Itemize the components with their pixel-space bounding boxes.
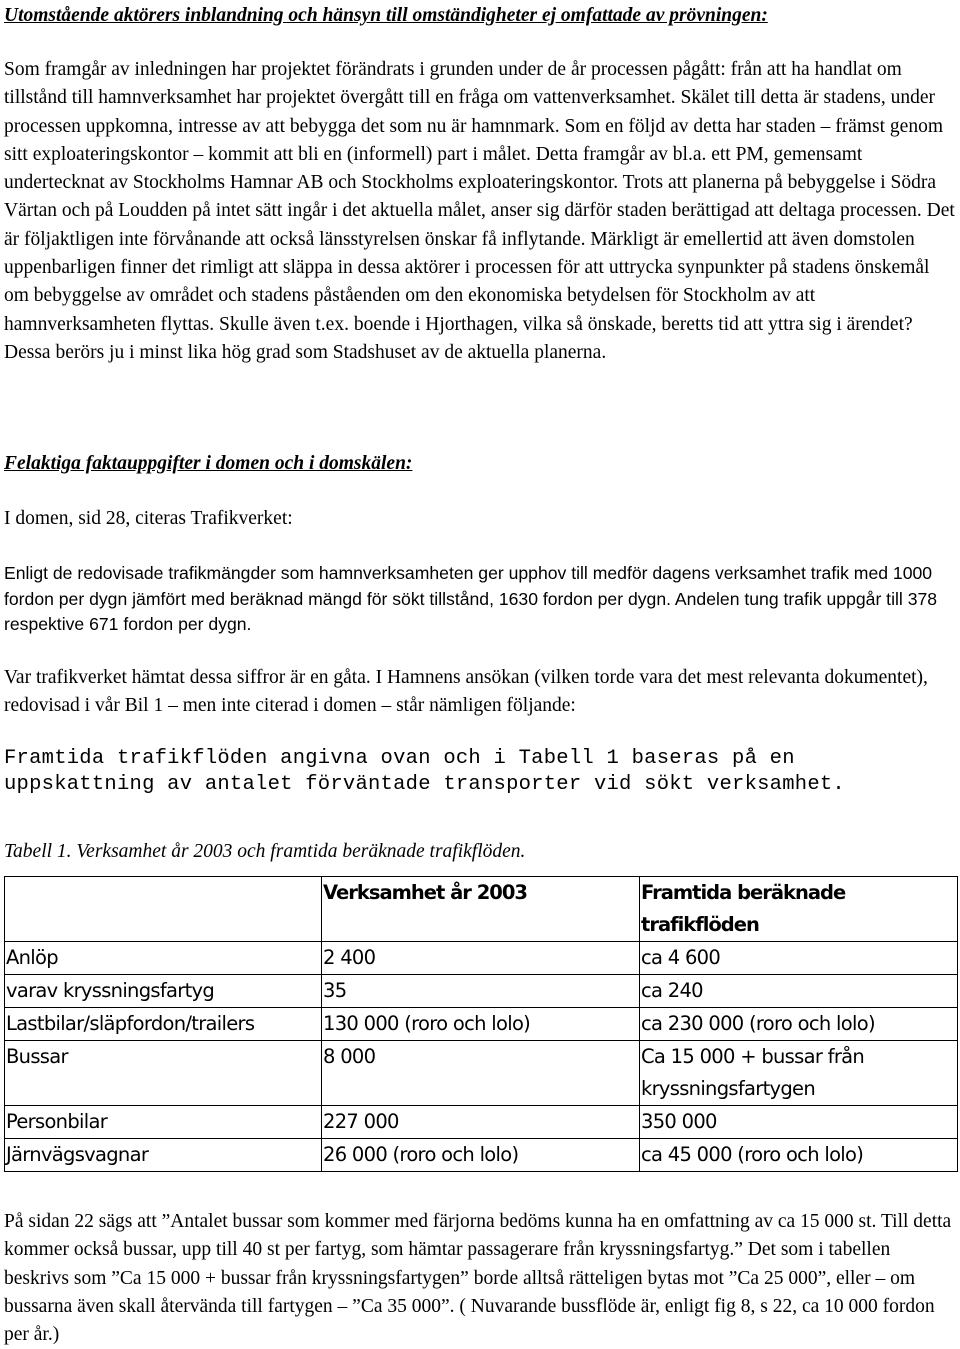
table-cell: 350 000 (640, 1106, 958, 1139)
table-cell: varav kryssningsfartyg (5, 975, 322, 1008)
table-cell: ca 230 000 (roro och lolo) (640, 1008, 958, 1041)
section-heading-incorrect-facts: Felaktiga faktauppgifter i domen och i domskälen: (4, 453, 413, 474)
table-row (5, 1106, 958, 1139)
table-cell: Järnvägsvagnar (5, 1139, 322, 1172)
traffic-figures-paragraph: Var trafikverket hämtat dessa siffror är en gåta. I Hamnens ansökan (vilken torde vara det mest relevanta dokumentet), redovisad i vår Bil 1 – men inte citerad i domen – står nämligen följande: (4, 667, 928, 717)
table-cell: Anlöp (5, 942, 322, 975)
table-cell: 227 000 (322, 1106, 640, 1139)
table-header-row (5, 877, 958, 942)
application-quote-monospace: Framtida trafikflöden angivna ovan och i Tabell 1 baseras på en uppskattning av antalet förväntade transporter vid sökt verksamhet. (4, 747, 845, 796)
table-header-cell: Verksamhet år 2003 (322, 877, 640, 942)
closing-paragraph: På sidan 22 sägs att ”Antalet bussar som kommer med färjorna bedöms kunna ha en omfattning av ca 15 000 st. Till detta kommer också bussar, upp till 40 st per fartyg, som hämtar passagerare från kryssningsfartyg.” Det som i tabellen beskrivs som ”Ca 15 000 + bussar från kryssningsfartygen” borde alltså rätteligen bytas mot ”Ca 25 000”, eller – om bussarna även skall återvända till fartygen – ”Ca 35 000”. ( Nuvarande bussflöde är, enligt fig 8, s 22, ca 10 000 fordon per år.) (4, 1211, 952, 1346)
table-cell: ca 45 000 (roro och lolo) (640, 1139, 958, 1172)
table-row (5, 975, 958, 1008)
table-cell: Personbilar (5, 1106, 322, 1139)
trafikverket-quote: Enligt de redovisade trafikmängder som hamnverksamheten ger upphov till medför dagens verksamhet trafik med 1000 fordon per dygn jämfört med beräknad mängd för sökt tillstånd, 1630 fordon per dygn. Andelen tung trafik uppgår till 378 respektive 671 fordon per dygn. (4, 563, 938, 634)
table-header-cell (5, 877, 322, 942)
table-header-cell: Framtida beräknade trafikflöden (640, 877, 958, 942)
table-cell: 8 000 (322, 1041, 640, 1106)
table-cell: 130 000 (roro och lolo) (322, 1008, 640, 1041)
table-caption: Tabell 1. Verksamhet år 2003 och framtida beräknade trafikflöden. (4, 841, 526, 862)
table-row (5, 1041, 958, 1106)
section-heading-external-actors: Utomstående aktörers inblandning och hänsyn till omständigheter ej omfattade av prövningen: (4, 5, 768, 26)
table-cell: Lastbilar/släpfordon/trailers (5, 1008, 322, 1041)
table-cell: ca 240 (640, 975, 958, 1008)
table-cell: ca 4 600 (640, 942, 958, 975)
table-row (5, 1139, 958, 1172)
traffic-flow-table (4, 876, 958, 1172)
table-row (5, 942, 958, 975)
table-cell: Bussar (5, 1041, 322, 1106)
table-cell: Ca 15 000 + bussar från kryssningsfartygen (640, 1041, 958, 1106)
external-actors-paragraph: Som framgår av inledningen har projektet förändrats i grunden under de år processen pågått: från att ha handlat om tillstånd till hamnverksamhet har projektet övergått till en fråga om vattenverksamhet. Skälet till detta är stadens, under processen uppkomna, intresse av att bebygga det som nu är hamnmark. Som en följd av detta har staden – främst genom sitt exploateringskontor – kommit att bli en (informell) part i målet. Detta framgår av bl.a. ett PM, gemensamt undertecknat av Stockholms Hamnar AB och Stockholms exploateringskontor. Trots att planerna på bebyggelse i Södra Värtan och på Loudden på intet sätt ingår i det aktuella målet, anser sig därför staden berättigad att deltaga processen. Det är följaktligen inte förvånande att också länsstyrelsen önskar få inflytande. Märkligt är emellertid att även domstolen uppenbarligen finner det rimligt att släppa in dessa aktörer i processen för att uttrycka synpunkter på stadens önskemål om bebyggelse av området och stadens påståenden om den ekonomiska betydelsen för Stockholm av att hamnverksamheten flyttas. Skulle även t.ex. boende i Hjorthagen, vilka så önskade, beretts tid att yttra sig i ärendet? Dessa berörs ju i minst lika hög grad som Stadshuset av de aktuella planerna. (4, 59, 955, 363)
table-cell: 2 400 (322, 942, 640, 975)
table-cell: 26 000 (roro och lolo) (322, 1139, 640, 1172)
table-row (5, 1008, 958, 1041)
table-cell: 35 (322, 975, 640, 1008)
court-citation-intro: I domen, sid 28, citeras Trafikverket: (4, 508, 293, 529)
